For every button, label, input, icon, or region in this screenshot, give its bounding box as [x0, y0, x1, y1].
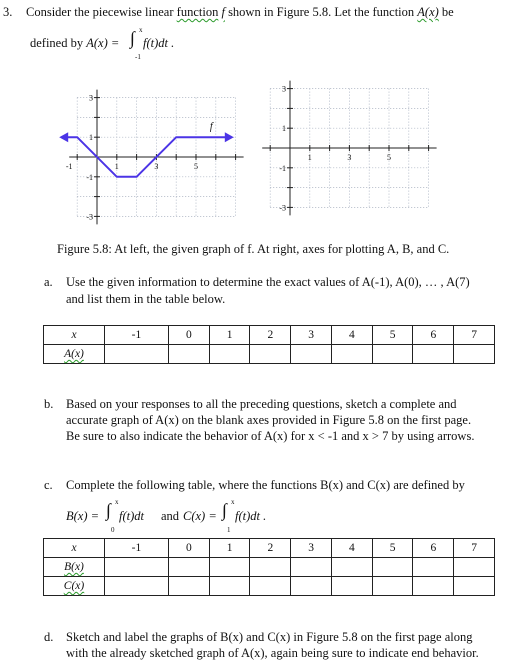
part-a-label: a.: [44, 275, 53, 289]
part-d-line-1: Sketch and label the graphs of B(x) and C(x) in Figure 5.8 on the first page along: [66, 630, 473, 644]
table-a-cell[interactable]: [454, 345, 495, 364]
part-a-line-2: and list them in the table below.: [66, 292, 226, 306]
table-c-cell[interactable]: [168, 558, 209, 577]
table-a-A-header: A(x): [44, 345, 105, 364]
table-c-col: 3: [291, 539, 332, 558]
y-tick-label: -1: [86, 172, 93, 182]
y-tick-label: 3: [89, 93, 93, 103]
table-a-cell[interactable]: [209, 345, 250, 364]
table-c-col: 5: [372, 539, 413, 558]
y-tick-label: 1: [282, 124, 286, 134]
table-c-cell[interactable]: [454, 558, 495, 577]
table-a-col: 7: [454, 326, 495, 345]
left-arrowhead: [59, 132, 68, 142]
table-c-cell[interactable]: [372, 577, 413, 596]
table-c-col: 1: [209, 539, 250, 558]
function-word: function: [176, 5, 219, 19]
table-c-cell[interactable]: [168, 577, 209, 596]
table-a-col: 2: [250, 326, 291, 345]
x-tick-label: 1: [114, 162, 119, 171]
x-tick-label: 5: [194, 162, 198, 171]
table-c-cell[interactable]: [105, 577, 169, 596]
f-graph: [59, 121, 234, 177]
x-tick-label: 3: [154, 162, 159, 171]
integral-sign: ∫: [106, 500, 111, 520]
y-tick-label: -3: [279, 203, 286, 213]
f-label: f: [209, 121, 213, 133]
part-b-line-3: Be sure to also indicate the behavior of A(x) for x < -1 and x > 7 by using arrows.: [66, 429, 475, 443]
table-a-cell[interactable]: [105, 345, 169, 364]
table-c-cell[interactable]: [413, 577, 454, 596]
figure-5-8: [0, 0, 530, 240]
table-c-cell[interactable]: [291, 577, 332, 596]
table-c-x-header: x: [44, 539, 105, 558]
table-a-col: 5: [372, 326, 413, 345]
table-a-x-header: x: [44, 326, 105, 345]
x-tick-label: 1: [307, 153, 312, 162]
integral-sign: ∫: [130, 28, 135, 48]
x-tick-label: 5: [387, 153, 391, 162]
part-b-label: b.: [44, 397, 54, 411]
table-c-C-header: C(x): [44, 577, 105, 596]
table-a-col: 0: [168, 326, 209, 345]
table-c-cell[interactable]: [105, 558, 169, 577]
table-c-cell[interactable]: [250, 558, 291, 577]
table-c-cell[interactable]: [291, 558, 332, 577]
B-definition-lhs: B(x) =: [66, 509, 100, 523]
table-c-cell[interactable]: [209, 558, 250, 577]
table-c-col: 0: [168, 539, 209, 558]
table-c-col: 2: [250, 539, 291, 558]
table-a-A-row: [44, 345, 495, 364]
table-c-cell[interactable]: [250, 577, 291, 596]
y-tick-label: 1: [89, 133, 93, 143]
part-d-line-2: with the already sketched graph of A(x), again being sure to indicate end behavior.: [66, 646, 479, 660]
part-b-line-1: Based on your responses to all the preceding questions, sketch a complete and: [66, 397, 457, 411]
right-arrowhead: [225, 132, 234, 142]
intro-line-2: defined by A(x) =: [30, 36, 120, 50]
table-c-cell[interactable]: [209, 577, 250, 596]
table-a-cell[interactable]: [291, 345, 332, 364]
table-a-col: 6: [413, 326, 454, 345]
table-c-col: 7: [454, 539, 495, 558]
part-c-label: c.: [44, 478, 53, 492]
table-c-B-header: B(x): [44, 558, 105, 577]
table-a-cell[interactable]: [413, 345, 454, 364]
problem-number: 3.: [3, 5, 13, 19]
table-c-col: 6: [413, 539, 454, 558]
table-a-cell[interactable]: [250, 345, 291, 364]
C-definition-lhs: C(x) =: [183, 509, 217, 523]
table-c: [43, 538, 495, 596]
left-axes: [66, 90, 244, 225]
table-a: [43, 325, 495, 364]
table-c-col: 4: [331, 539, 372, 558]
table-c-B-row: [44, 558, 495, 577]
table-a-col: 3: [291, 326, 332, 345]
table-c-cell[interactable]: [331, 558, 372, 577]
intro-line-1: Consider the piecewise linear function f shown in Figure 5.8. Let the function A(x) be: [26, 5, 454, 19]
part-d-label: d.: [44, 630, 54, 644]
table-c-C-row: [44, 577, 495, 596]
table-a-cell[interactable]: [168, 345, 209, 364]
x-tick-label: 3: [347, 153, 352, 162]
table-c-cell[interactable]: [413, 558, 454, 577]
table-a-col: 1: [209, 326, 250, 345]
part-c-line-1: Complete the following table, where the functions B(x) and C(x) are defined by: [66, 478, 465, 492]
y-tick-label: 3: [282, 84, 286, 94]
y-tick-label: -3: [86, 212, 93, 222]
table-a-x-row: [44, 326, 495, 345]
part-b-line-2: accurate graph of A(x) on the blank axes provided in Figure 5.8 on the first page.: [66, 413, 472, 427]
table-c-col: -1: [105, 539, 169, 558]
x-tick-label: -1: [65, 162, 73, 171]
table-c-cell[interactable]: [331, 577, 372, 596]
figure-caption: Figure 5.8: At left, the given graph of f. At right, axes for plotting A, B, and C.: [57, 242, 450, 256]
table-c-cell[interactable]: [454, 577, 495, 596]
table-a-cell[interactable]: [331, 345, 372, 364]
table-a-col: 4: [331, 326, 372, 345]
table-c-x-row: [44, 539, 495, 558]
part-a-line-1: Use the given information to determine the exact values of A(-1), A(0), … , A(7): [66, 275, 470, 289]
table-a-col: -1: [105, 326, 169, 345]
table-a-cell[interactable]: [372, 345, 413, 364]
y-tick-label: -1: [279, 163, 286, 173]
table-c-cell[interactable]: [372, 558, 413, 577]
integral-sign: ∫: [222, 500, 227, 520]
